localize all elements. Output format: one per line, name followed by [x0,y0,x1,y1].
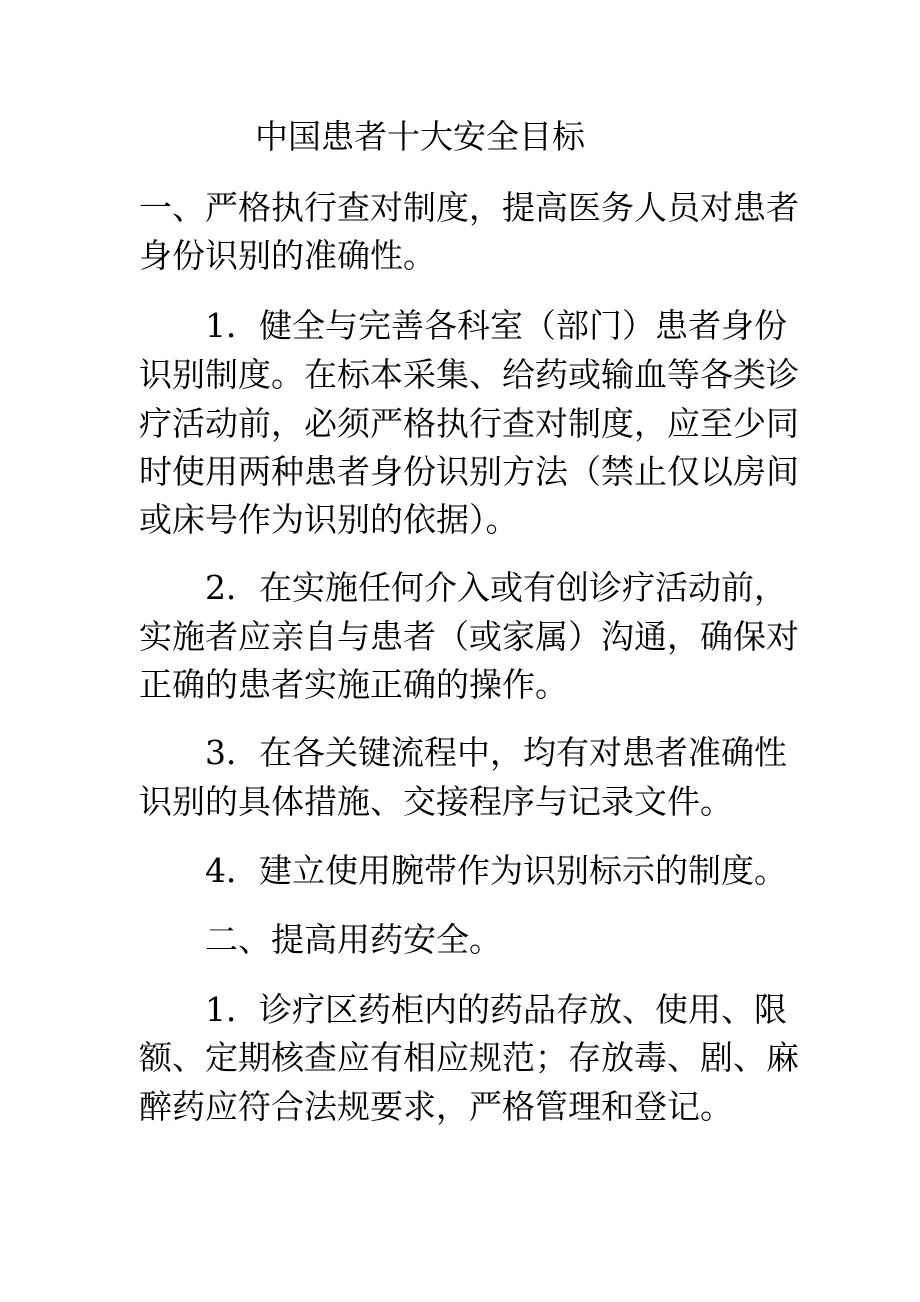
section1-item1-line-2: 识别制度。在标本采集、给药或输血等各类诊 [139,355,799,394]
section1-item1-line-3: 疗活动前，必须严格执行查对制度，应至少同 [139,404,799,443]
section1-item4-line-1: 4．建立使用腕带作为识别标示的制度。 [205,851,787,890]
section1-item2-line-1: 2．在实施任何介入或有创诊疗活动前， [205,568,787,607]
section1-item1-line-5: 或床号作为识别的依据）。 [139,500,519,539]
section1-item2-line-2: 实施者应亲自与患者（或家属）沟通，确保对 [139,617,799,656]
section1-heading-line-2: 身份识别的准确性。 [139,236,436,275]
section1-item3-line-2: 识别的具体措施、交接程序与记录文件。 [139,782,733,821]
section2-item1-line-1: 1．诊疗区药柜内的药品存放、使用、限 [205,990,787,1029]
section1-item3-line-1: 3．在各关键流程中，均有对患者准确性 [205,733,787,772]
section2-heading: 二、提高用药安全。 [205,920,502,959]
section2-item1-line-2: 额、定期核查应有相应规范；存放毒、剧、麻 [139,1038,799,1077]
section1-item1-line-1: 1．健全与完善各科室（部门）患者身份 [205,306,787,345]
section1-item1-line-4: 时使用两种患者身份识别方法（禁止仅以房间 [139,452,799,491]
section1-heading-line-1: 一、严格执行查对制度，提高医务人员对患者 [139,188,799,227]
section2-item1-line-3: 醉药应符合法规要求，严格管理和登记。 [139,1087,733,1126]
section1-item2-line-3: 正确的患者实施正确的操作。 [139,665,568,704]
document-title: 中国患者十大安全目标 [255,117,585,156]
